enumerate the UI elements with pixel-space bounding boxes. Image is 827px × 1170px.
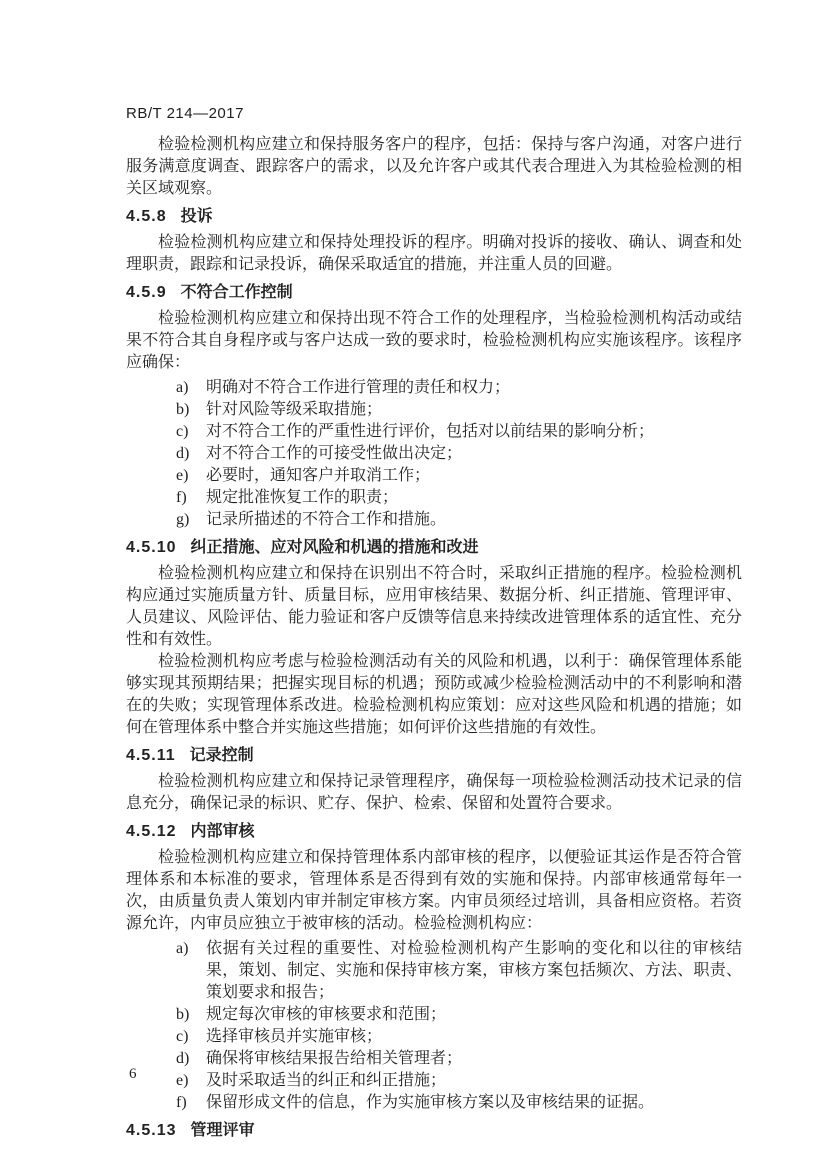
page-number: 6 — [129, 1066, 137, 1082]
list-item-label: e) — [176, 467, 189, 484]
list-item-text: 记录所描述的不符合工作和措施。 — [206, 511, 447, 528]
list-item-text: 针对风险等级采取措施； — [206, 401, 383, 418]
heading-title: 记录控制 — [189, 747, 254, 764]
list-item-text: 规定每次审核的审核要求和范围； — [206, 1006, 447, 1023]
list-item — [126, 509, 742, 531]
list-item — [126, 938, 742, 1004]
list-item-text: 保留形成文件的信息，作为实施审核方案以及审核结果的证据。 — [206, 1094, 655, 1111]
list-item — [126, 421, 742, 443]
list-item-text: 必要时，通知客户并取消工作； — [206, 467, 431, 484]
paragraph: 检验检测机构应建立和保持记录管理程序，确保每一项检验检测活动技术记录的信息充分，确保记录的标识、贮存、保护、检索、保留和处置符合要求。 — [126, 773, 742, 812]
section-heading — [126, 745, 742, 767]
document-content — [126, 134, 742, 1146]
list-item-text: 规定批准恢复工作的职责； — [206, 489, 399, 506]
list-item — [126, 1048, 742, 1070]
paragraph: 检验检测机构应建立和保持在识别出不符合时，采取纠正措施的程序。检验检测机构应通过实施质量方针、质量目标，应用审核结果、数据分析、纠正措施、管理评审、人员建议、风险评估、能力验证和客户反馈等信息来持续改进管理体系的适宜性、充分性和有效性。 — [126, 565, 742, 648]
list-item-label: d) — [176, 445, 190, 462]
paragraph: 检验检测机构应考虑与检验检测活动有关的风险和机遇，以利于：确保管理体系能够实现其预期结果；把握实现目标的机遇；预防或减少检验检测活动中的不利影响和潜在的失败；实现管理体系改进。检验检测机构应策划：应对这些风险和机遇的措施；如何在管理体系中整合并实施这些措施；如何评价这些措施的有效性。 — [126, 653, 742, 736]
section-heading — [126, 206, 742, 228]
paragraph: 检验检测机构应建立和保持服务客户的程序，包括：保持与客户沟通，对客户进行服务满意度调查、跟踪客户的需求，以及允许客户或其代表合理进入为其检验检测的相关区域观察。 — [126, 136, 742, 197]
list-item-text: 选择审核员并实施审核； — [206, 1028, 383, 1045]
heading-number: 4.5.12 — [126, 823, 177, 840]
heading-number: 4.5.10 — [126, 539, 177, 556]
heading-title: 管理评审 — [190, 1122, 255, 1139]
list-item-label: e) — [176, 1072, 189, 1089]
list-item — [126, 399, 742, 421]
list-item-label: f) — [176, 1094, 187, 1111]
heading-title: 内部审核 — [190, 823, 255, 840]
list-item — [126, 487, 742, 509]
list-item-label: a) — [176, 940, 189, 957]
list-item — [126, 1026, 742, 1048]
list-item-label: a) — [176, 379, 189, 396]
list-item — [126, 1004, 742, 1026]
document-header: RB/T 214—2017 — [126, 105, 244, 122]
list-item — [126, 377, 742, 399]
list-item-text: 明确对不符合工作进行管理的责任和权力； — [206, 379, 511, 396]
list-item-label: b) — [176, 1006, 190, 1023]
list-item-label: f) — [176, 489, 187, 506]
list-item-label: g) — [176, 511, 190, 528]
paragraph: 检验检测机构应建立和保持管理体系内部审核的程序，以便验证其运作是否符合管理体系和本标准的要求，管理体系是否得到有效的实施和保持。内部审核通常每年一次，由质量负责人策划内审并制定审核方案。内审员须经过培训，具备相应资格。若资源允许，内审员应独立于被审核的活动。检验检测机构应： — [126, 849, 742, 932]
list-item-text: 及时采取适当的纠正和纠正措施； — [206, 1072, 447, 1089]
list-item-label: c) — [176, 1028, 189, 1045]
list-item-label: d) — [176, 1050, 190, 1067]
ordered-list — [126, 938, 742, 1114]
list-item — [126, 443, 742, 465]
section-heading — [126, 821, 742, 843]
heading-number: 4.5.11 — [126, 747, 176, 764]
section-heading — [126, 282, 742, 304]
heading-number: 4.5.8 — [126, 208, 167, 225]
heading-title: 不符合工作控制 — [180, 284, 293, 301]
heading-number: 4.5.9 — [126, 284, 167, 301]
ordered-list — [126, 377, 742, 531]
list-item-text: 确保将审核结果报告给相关管理者； — [206, 1050, 463, 1067]
list-item — [126, 1070, 742, 1092]
list-item-text: 依据有关过程的重要性、对检验检测机构产生影响的变化和以往的审核结果，策划、制定、实施和保持审核方案，审核方案包括频次、方法、职责、策划要求和报告； — [206, 940, 742, 1001]
list-item-label: b) — [176, 401, 190, 418]
paragraph: 检验检测机构应建立和保持出现不符合工作的处理程序，当检验检测机构活动或结果不符合其自身程序或与客户达成一致的要求时，检验检测机构应实施该程序。该程序应确保： — [126, 310, 742, 371]
list-item-label: c) — [176, 423, 189, 440]
list-item — [126, 465, 742, 487]
heading-number: 4.5.13 — [126, 1122, 177, 1139]
paragraph: 检验检测机构应建立和保持处理投诉的程序。明确对投诉的接收、确认、调查和处理职责，跟踪和记录投诉，确保采取适宜的措施，并注重人员的回避。 — [126, 234, 742, 273]
section-heading — [126, 1120, 742, 1142]
section-heading — [126, 537, 742, 559]
list-item — [126, 1092, 742, 1114]
list-item-text: 对不符合工作的严重性进行评价，包括对以前结果的影响分析； — [206, 423, 655, 440]
heading-title: 投诉 — [180, 208, 213, 225]
heading-title: 纠正措施、应对风险和机遇的措施和改进 — [190, 539, 479, 556]
list-item-text: 对不符合工作的可接受性做出决定； — [206, 445, 463, 462]
